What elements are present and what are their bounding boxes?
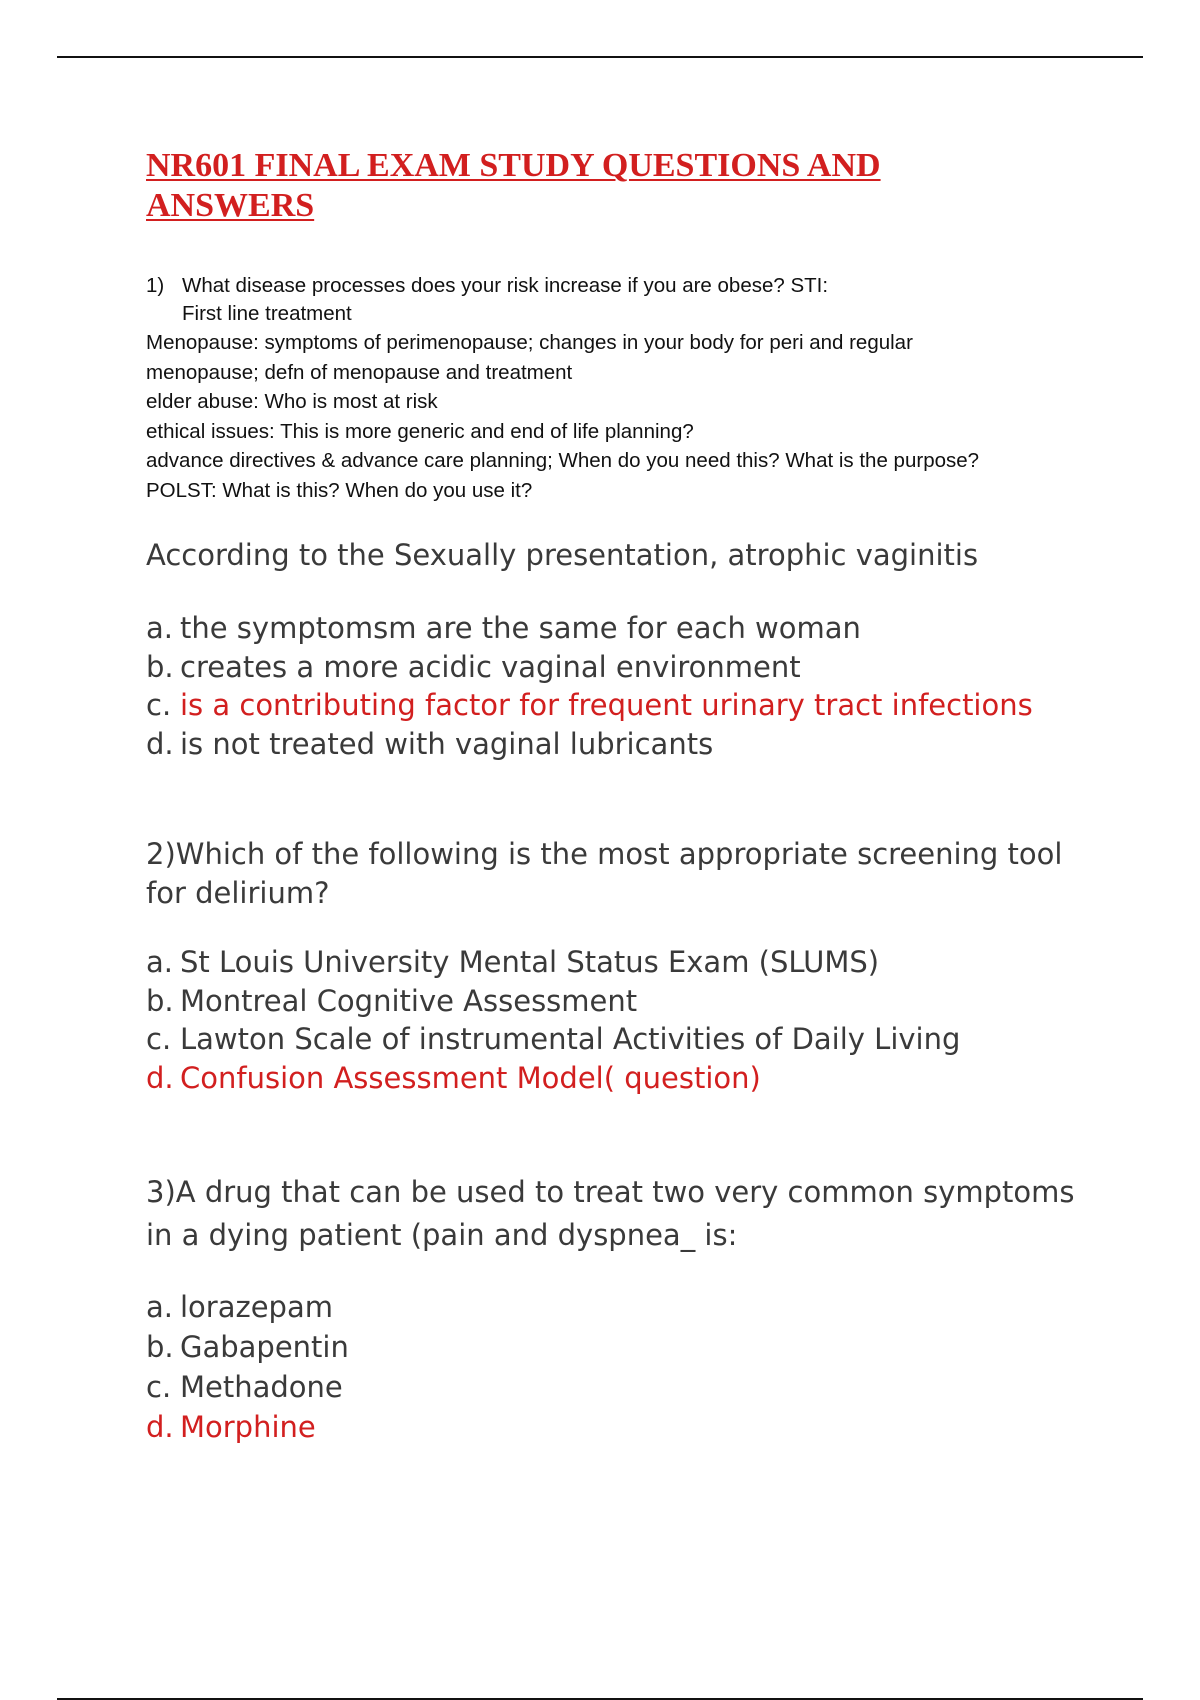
topic-line: Menopause: symptoms of perimenopause; changes in your body for peri and regular (146, 331, 913, 354)
answer-option (146, 648, 1106, 687)
option-letter: b. (146, 983, 174, 1018)
answer-option (146, 982, 1106, 1021)
question-text: 2)Which of the following is the most appropriate screening tool for delirium? (146, 837, 1063, 910)
option-text: Methadone (180, 1370, 343, 1404)
option-text-correct: is a contributing factor for frequent urinary tract infections (180, 688, 1033, 722)
option-letter: c. (146, 688, 172, 722)
answer-option-correct (146, 1059, 1106, 1098)
topic-number: 1) (146, 274, 165, 297)
option-letter: b. (146, 1330, 174, 1364)
option-text: lorazepam (180, 1290, 333, 1324)
option-text: Lawton Scale of instrumental Activities of Daily Living (180, 1022, 961, 1056)
option-letter: a. (146, 611, 173, 645)
option-text: the symptomsm are the same for each woman (180, 611, 861, 645)
topic-line: What disease processes does your risk increase if you are obese? STI: (182, 274, 829, 297)
option-letter: d. (146, 1060, 174, 1095)
option-letter: d. (146, 726, 174, 761)
answer-options (146, 609, 1106, 763)
question-text: According to the Sexually presentation, atrophic vaginitis (146, 538, 979, 572)
option-text: Gabapentin (180, 1330, 349, 1364)
study-topics (146, 272, 1126, 505)
option-letter: a. (146, 1290, 173, 1324)
option-letter: c. (146, 1022, 172, 1056)
answer-option (146, 1287, 1106, 1327)
answer-option (146, 609, 1106, 648)
answer-option (146, 1020, 1106, 1059)
top-rule (57, 56, 1143, 58)
option-letter: c. (146, 1370, 172, 1404)
answer-option (146, 1327, 1106, 1367)
answer-option (146, 943, 1106, 982)
document-title: NR601 FINAL EXAM STUDY QUESTIONS AND ANSWERS (146, 147, 881, 224)
option-letter: d. (146, 1410, 174, 1444)
question-3 (146, 1171, 1106, 1447)
option-text: St Louis University Mental Status Exam (SLUMS) (180, 945, 880, 979)
answer-option (146, 1367, 1106, 1407)
answer-option-correct (146, 1407, 1106, 1447)
option-text: Montreal Cognitive Assessment (180, 983, 638, 1018)
question-1 (146, 536, 1106, 763)
option-text-correct: Confusion Assessment Model( question) (180, 1060, 761, 1095)
topic-line: First line treatment (182, 302, 352, 325)
option-letter: a. (146, 945, 173, 979)
answer-options (146, 1287, 1106, 1447)
option-text: is not treated with vaginal lubricants (180, 726, 714, 761)
answer-option-correct (146, 686, 1106, 725)
topic-item-1 (146, 272, 1126, 328)
topic-first-text (182, 272, 828, 328)
question-2 (146, 835, 1106, 1097)
option-text-correct: Morphine (180, 1410, 316, 1444)
topic-line: elder abuse: Who is most at risk (146, 390, 438, 413)
answer-option (146, 725, 1106, 764)
answer-options (146, 943, 1106, 1097)
topic-line: advance directives & advance care planning; When do you need this? What is the purpose? (146, 449, 980, 472)
option-letter: b. (146, 649, 174, 684)
topic-line: menopause; defn of menopause and treatment (146, 360, 573, 384)
topic-line: POLST: What is this? When do you use it? (146, 478, 533, 502)
topic-line: ethical issues: This is more generic and end of life planning? (146, 419, 694, 443)
option-text: creates a more acidic vaginal environment (180, 649, 801, 684)
question-text: 3)A drug that can be used to treat two very common symptoms in a dying patient (pain and dyspnea_ is: (146, 1175, 1075, 1252)
